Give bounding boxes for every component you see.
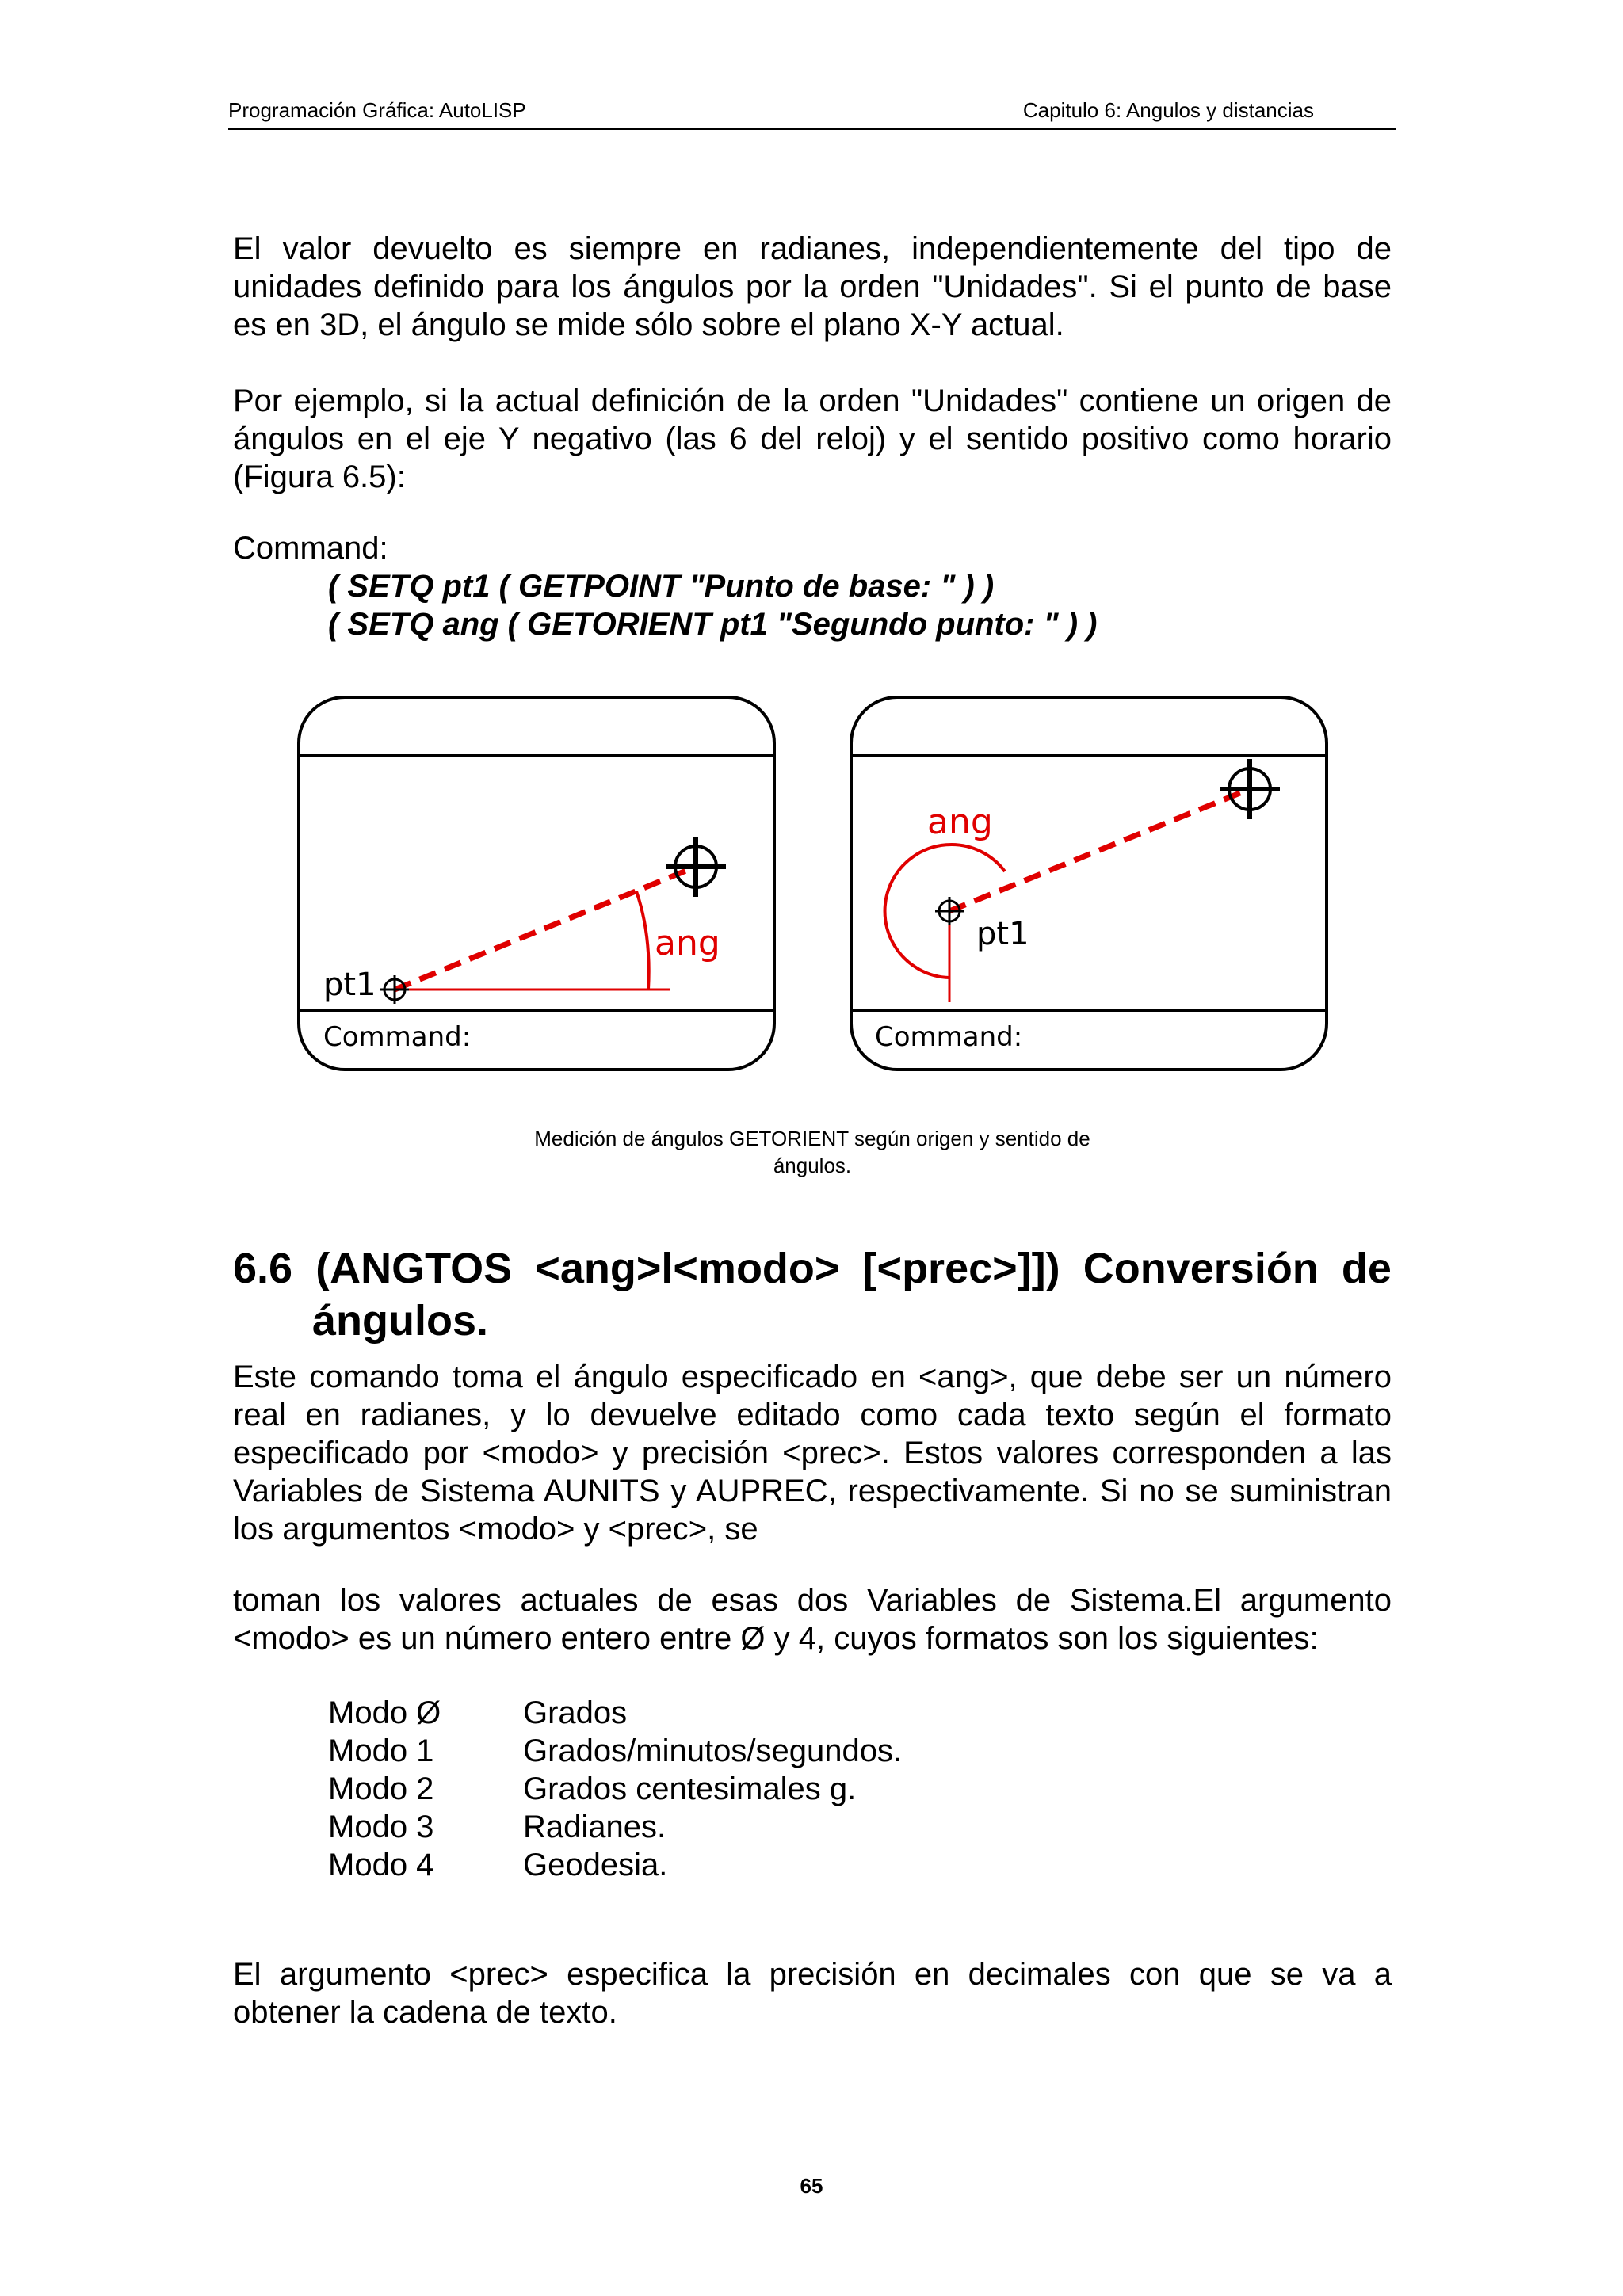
- left-ang-label: ang: [655, 923, 720, 963]
- command-label: Command:: [233, 531, 388, 566]
- right-command-text: Command:: [875, 1021, 1023, 1053]
- right-ang-label: ang: [927, 802, 993, 842]
- header-book-title: Programación Gráfica: AutoLISP: [228, 98, 526, 122]
- paragraph-prec: El argumento <prec> especifica la precisión en decimales con que se va a obtener la cadena de texto.: [233, 1957, 1392, 2030]
- getorient-figure: [0, 0, 1623, 1109]
- code-line-setq-pt1: ( SETQ pt1 ( GETPOINT "Punto de base: " ) ): [328, 569, 995, 604]
- caption-line-1: Medición de ángulos GETORIENT según origen y sentido de: [534, 1127, 1090, 1150]
- heading-word-de: de: [1341, 1245, 1392, 1292]
- heading-number: 6.6: [233, 1245, 293, 1292]
- header-chapter-title: Capitulo 6: Angulos y distancias: [1022, 98, 1314, 122]
- figure-left-panel: [299, 697, 774, 1070]
- page-number: 65: [800, 2174, 823, 2198]
- heading-line-2: ángulos.: [312, 1297, 489, 1344]
- heading-word-angtos: (ANGTOS: [315, 1245, 513, 1292]
- list-item: Modo 1 Grados/minutos/segundos.: [328, 1733, 903, 1768]
- paragraph-angtos-description: Este comando toma el ángulo especificado en <ang>, que debe ser un número real en radianes, y lo devuelve editado como cada texto según el formato especificado por <modo> y precisión <prec>. Estos valores corresponden a las Variables de Sistema AUNITS y AUPREC, respectivamente. Si no se suministran los argumentos <modo> y <prec>, se: [233, 1360, 1392, 1547]
- paragraph-modo-intro: toman los valores actuales de esas dos Variables de Sistema.El argumento <modo> es un número entero entre Ø y 4, cuyos formatos son los siguientes:: [233, 1583, 1392, 1656]
- list-item: Modo 4 Geodesia.: [328, 1848, 668, 1882]
- figure-right-panel: [851, 697, 1327, 1070]
- paragraph-return-value: El valor devuelto es siempre en radianes, independientemente del tipo de unidades definido para los ángulos por la orden "Unidades". Si el punto de base es en 3D, el ángulo se mide sólo sobre el plano X-Y actual.: [233, 231, 1392, 342]
- section-heading: [233, 1242, 1392, 1347]
- caption-line-2: ángulos.: [773, 1154, 852, 1177]
- list-item: Modo Ø Grados: [328, 1695, 628, 1730]
- heading-word-conversion: Conversión: [1083, 1245, 1319, 1292]
- left-pt1-label: pt1: [323, 967, 376, 1003]
- heading-word-args: <ang>l<modo>: [535, 1245, 840, 1292]
- code-line-setq-ang: ( SETQ ang ( GETORIENT pt1 "Segundo punto: " ) ): [328, 607, 1098, 642]
- modes-list: [328, 1694, 902, 1884]
- heading-word-prec: [<prec>]]): [862, 1245, 1060, 1292]
- paragraph-example: Por ejemplo, si la actual definición de la orden "Unidades" contiene un origen de ángulos en el eje Y negativo (las 6 del reloj) y el sentido positivo como horario (Figura 6.5):: [233, 383, 1392, 494]
- list-item: Modo 2 Grados centesimales g.: [328, 1772, 857, 1806]
- left-command-text: Command:: [323, 1021, 472, 1053]
- list-item: Modo 3 Radianes.: [328, 1810, 666, 1844]
- figure-caption: [475, 1125, 1149, 1179]
- right-pt1-label: pt1: [976, 916, 1029, 952]
